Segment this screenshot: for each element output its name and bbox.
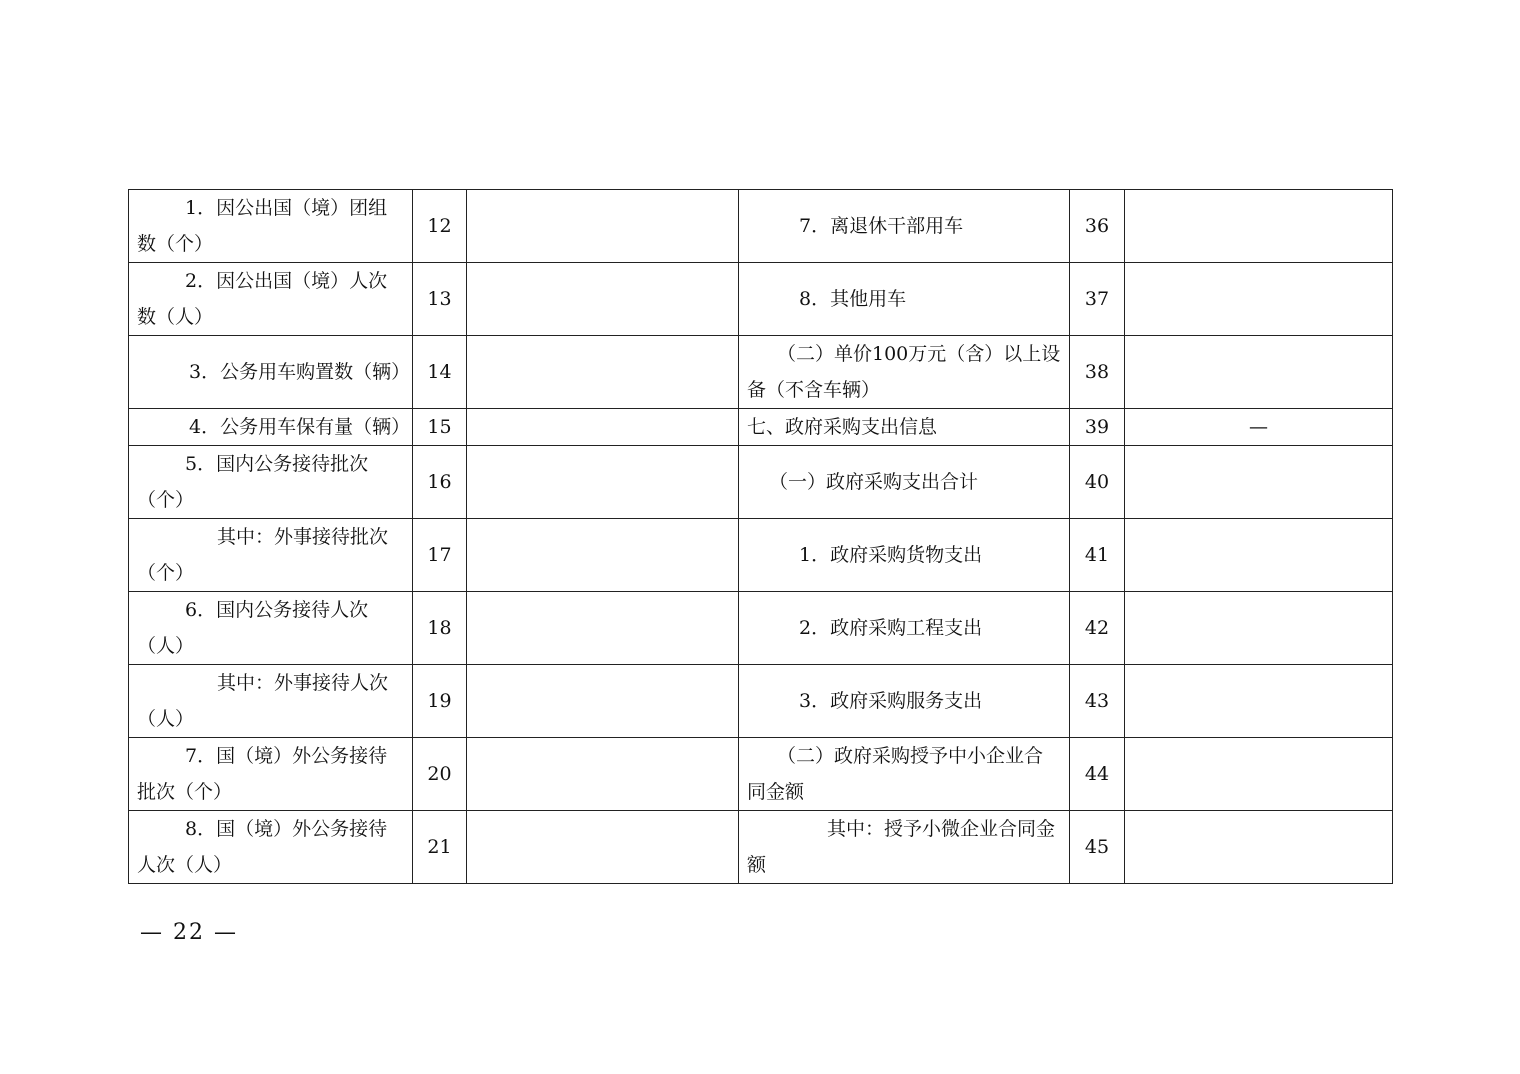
table-row: [129, 665, 1393, 738]
table-row: [129, 811, 1393, 884]
value-cell: [1125, 519, 1393, 592]
row-number: 41: [1070, 519, 1125, 592]
row-number: 12: [413, 190, 467, 263]
row-number: 44: [1070, 738, 1125, 811]
value-cell: [1125, 665, 1393, 738]
row-label: 1．政府采购货物支出: [739, 519, 1070, 592]
row-label: 5．国内公务接待批次（个）: [129, 446, 413, 519]
row-number: 42: [1070, 592, 1125, 665]
row-label: 8．国（境）外公务接待人次（人）: [129, 811, 413, 884]
row-label: 其中：授予小微企业合同金额: [739, 811, 1070, 884]
row-number: 16: [413, 446, 467, 519]
row-number: 20: [413, 738, 467, 811]
value-cell: [1125, 811, 1393, 884]
table-row: [129, 336, 1393, 409]
table-row: [129, 592, 1393, 665]
table-row: [129, 738, 1393, 811]
row-label: 1．因公出国（境）团组数（个）: [129, 190, 413, 263]
row-label: 其中：外事接待人次（人）: [129, 665, 413, 738]
value-cell: [1125, 446, 1393, 519]
row-number: 21: [413, 811, 467, 884]
row-label: 2．政府采购工程支出: [739, 592, 1070, 665]
value-cell: —: [1125, 409, 1393, 446]
value-cell: [467, 190, 739, 263]
value-cell: [467, 665, 739, 738]
row-number: 15: [413, 409, 467, 446]
row-number: 39: [1070, 409, 1125, 446]
row-number: 40: [1070, 446, 1125, 519]
row-label: 其中：外事接待批次（个）: [129, 519, 413, 592]
row-number: 17: [413, 519, 467, 592]
value-cell: [1125, 738, 1393, 811]
value-cell: [467, 519, 739, 592]
row-label: 七、政府采购支出信息: [739, 409, 1070, 446]
value-cell: [467, 811, 739, 884]
value-cell: [1125, 190, 1393, 263]
row-number: 14: [413, 336, 467, 409]
row-number: 37: [1070, 263, 1125, 336]
table-row: [129, 519, 1393, 592]
row-number: 18: [413, 592, 467, 665]
row-label: 3．政府采购服务支出: [739, 665, 1070, 738]
row-label: 3．公务用车购置数（辆）: [129, 336, 413, 409]
value-cell: [1125, 263, 1393, 336]
value-cell: [1125, 336, 1393, 409]
row-label: 2．因公出国（境）人次数（人）: [129, 263, 413, 336]
page-number: — 22 —: [140, 920, 238, 945]
row-label: 7．离退休干部用车: [739, 190, 1070, 263]
value-cell: [467, 336, 739, 409]
statistics-table: [128, 189, 1393, 884]
row-number: 38: [1070, 336, 1125, 409]
row-number: 36: [1070, 190, 1125, 263]
row-label: 6．国内公务接待人次（人）: [129, 592, 413, 665]
table-row: [129, 409, 1393, 446]
row-label: 4．公务用车保有量（辆）: [129, 409, 413, 446]
row-number: 45: [1070, 811, 1125, 884]
row-number: 43: [1070, 665, 1125, 738]
table-row: [129, 263, 1393, 336]
value-cell: [1125, 592, 1393, 665]
row-label: 7．国（境）外公务接待批次（个）: [129, 738, 413, 811]
row-label: （一）政府采购支出合计: [739, 446, 1070, 519]
row-number: 13: [413, 263, 467, 336]
row-number: 19: [413, 665, 467, 738]
value-cell: [467, 592, 739, 665]
row-label: （二）政府采购授予中小企业合同金额: [739, 738, 1070, 811]
value-cell: [467, 409, 739, 446]
value-cell: [467, 738, 739, 811]
table-row: [129, 190, 1393, 263]
row-label: （二）单价100万元（含）以上设备（不含车辆）: [739, 336, 1070, 409]
table-row: [129, 446, 1393, 519]
value-cell: [467, 446, 739, 519]
row-label: 8．其他用车: [739, 263, 1070, 336]
value-cell: [467, 263, 739, 336]
